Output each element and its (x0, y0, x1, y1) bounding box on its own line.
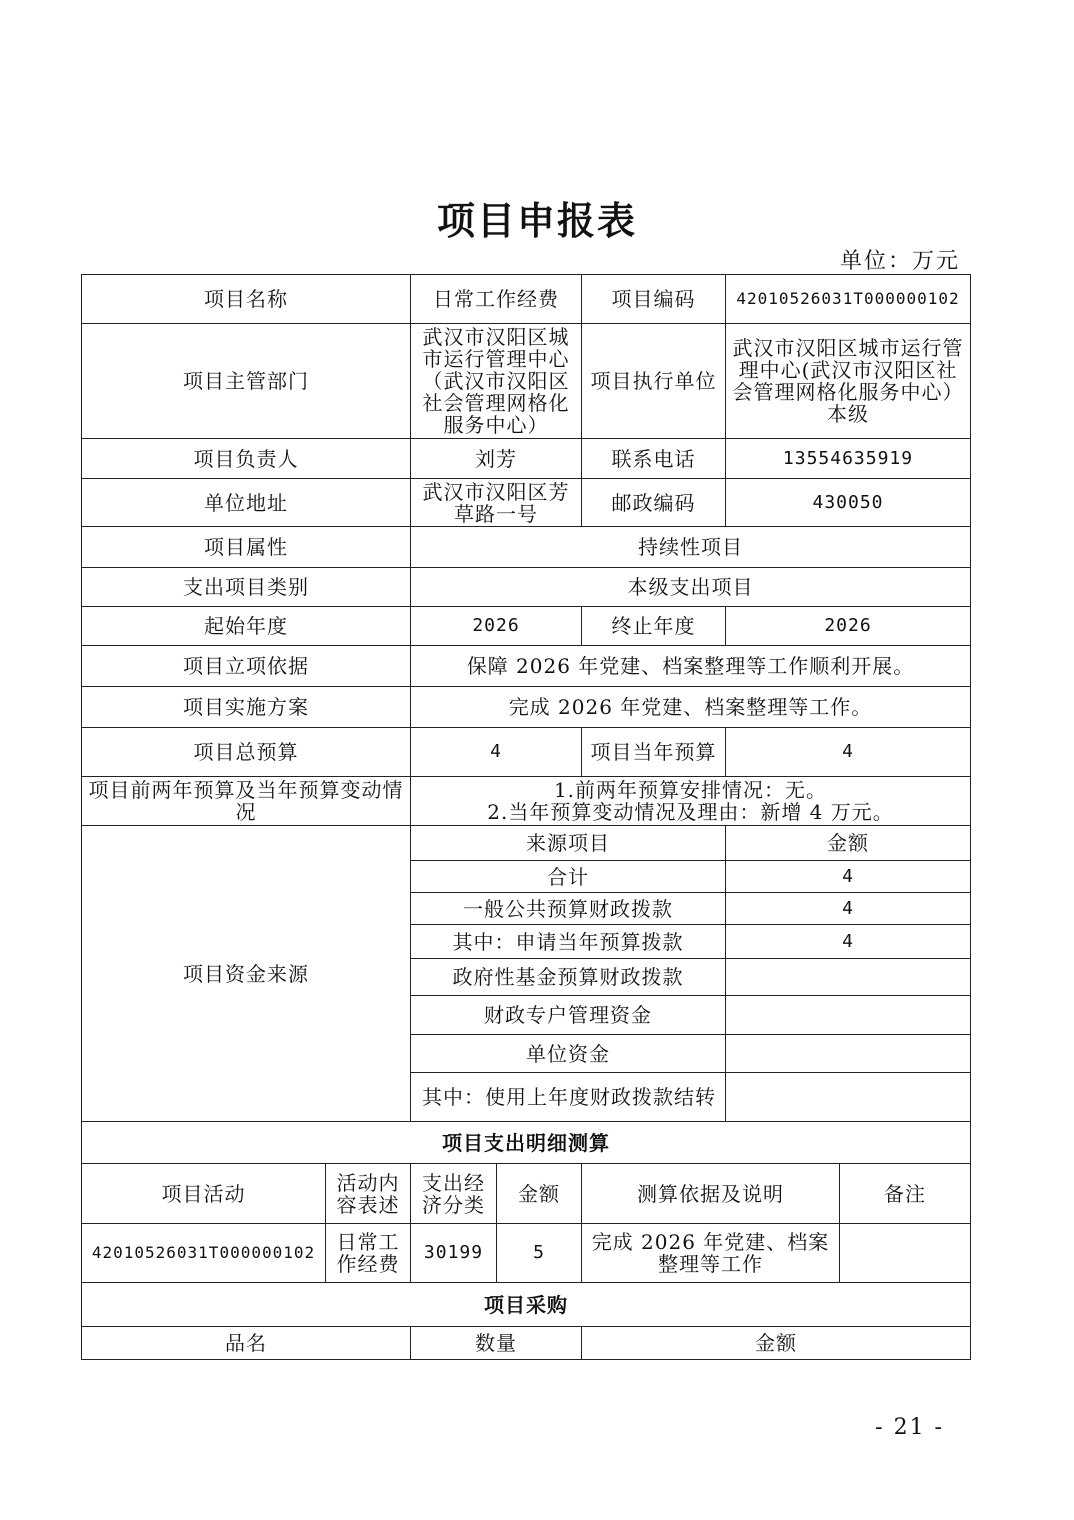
funding-source-amount (726, 996, 971, 1035)
detail-header-row (82, 1164, 971, 1224)
row-address (82, 479, 971, 527)
procurement-section-title: 项目采购 (82, 1283, 971, 1327)
detail-section-title: 项目支出明细测算 (82, 1122, 971, 1164)
page-title: 项目申报表 (436, 199, 637, 243)
detail-econ: 30199 (411, 1224, 497, 1283)
total-budget-value: 4 (411, 728, 582, 777)
exec-unit-value: 武汉市汉阳区城市运行管理中心(武汉市汉阳区社会管理网格化服务中心）本级 (726, 324, 971, 439)
detail-remark (840, 1224, 971, 1283)
funding-source-amount (726, 959, 971, 996)
unit-label: 单位：万元 (839, 249, 960, 274)
budget-change-value (411, 777, 971, 826)
funding-source-amount: 4 (726, 861, 971, 893)
row-attribute (82, 527, 971, 568)
funding-header-source: 来源项目 (411, 826, 726, 861)
row-years (82, 607, 971, 646)
category-label: 支出项目类别 (82, 568, 411, 607)
project-application-table (81, 274, 971, 1360)
plan-label: 项目实施方案 (82, 687, 411, 728)
leader-label: 项目负责人 (82, 439, 411, 479)
procurement-header-item: 品名 (82, 1327, 411, 1360)
detail-activity: 42010526031T000000102 (82, 1224, 326, 1283)
procurement-section-row (82, 1283, 971, 1327)
start-year-label: 起始年度 (82, 607, 411, 646)
funding-header-amount: 金额 (726, 826, 971, 861)
attribute-value: 持续性项目 (411, 527, 971, 568)
row-leader (82, 439, 971, 479)
phone-label: 联系电话 (582, 439, 726, 479)
page-number: - 21 - (875, 1415, 944, 1440)
row-dept (82, 324, 971, 439)
row-project-name (82, 275, 971, 324)
funding-source-name: 一般公共预算财政拨款 (411, 893, 726, 925)
address-label: 单位地址 (82, 479, 411, 527)
funding-source-amount (726, 1073, 971, 1122)
detail-header-activity: 项目活动 (82, 1164, 326, 1224)
funding-source-name: 财政专户管理资金 (411, 996, 726, 1035)
budget-change-label: 项目前两年预算及当年预算变动情况 (82, 777, 411, 826)
project-code-label: 项目编码 (582, 275, 726, 324)
current-budget-value: 4 (726, 728, 971, 777)
detail-header-amount: 金额 (497, 1164, 582, 1224)
row-budget (82, 728, 971, 777)
funding-source-amount: 4 (726, 893, 971, 925)
address-value: 武汉市汉阳区芳草路一号 (411, 479, 582, 527)
funding-source-name: 合计 (411, 861, 726, 893)
detail-amount: 5 (497, 1224, 582, 1283)
project-code-value: 42010526031T000000102 (726, 275, 971, 324)
phone-value: 13554635919 (726, 439, 971, 479)
dept-value: 武汉市汉阳区城市运行管理中心（武汉市汉阳区社会管理网格化服务中心） (411, 324, 582, 439)
detail-header-econ: 支出经济分类 (411, 1164, 497, 1224)
detail-basis: 完成 2026 年党建、档案整理等工作 (582, 1224, 840, 1283)
procurement-header-quantity: 数量 (411, 1327, 582, 1360)
category-value: 本级支出项目 (411, 568, 971, 607)
postcode-label: 邮政编码 (582, 479, 726, 527)
detail-header-basis: 测算依据及说明 (582, 1164, 840, 1224)
exec-unit-label: 项目执行单位 (582, 324, 726, 439)
detail-row (82, 1224, 971, 1283)
end-year-value: 2026 (726, 607, 971, 646)
funding-source-name: 其中：使用上年度财政拨款结转 (411, 1073, 726, 1122)
row-budget-change (82, 777, 971, 826)
plan-value: 完成 2026 年党建、档案整理等工作。 (411, 687, 971, 728)
detail-content: 日常工作经费 (326, 1224, 411, 1283)
attribute-label: 项目属性 (82, 527, 411, 568)
funding-source-name: 其中：申请当年预算拨款 (411, 925, 726, 959)
funding-label: 项目资金来源 (82, 826, 411, 1122)
funding-header-row (82, 826, 971, 861)
row-plan (82, 687, 971, 728)
detail-section-row (82, 1122, 971, 1164)
basis-value: 保障 2026 年党建、档案整理等工作顺利开展。 (411, 646, 971, 687)
row-basis (82, 646, 971, 687)
dept-label: 项目主管部门 (82, 324, 411, 439)
funding-source-name: 政府性基金预算财政拨款 (411, 959, 726, 996)
start-year-value: 2026 (411, 607, 582, 646)
funding-source-name: 单位资金 (411, 1035, 726, 1073)
procurement-header-amount: 金额 (582, 1327, 971, 1360)
budget-change-line-1: 1.前两年预算安排情况：无。 (553, 778, 828, 802)
end-year-label: 终止年度 (582, 607, 726, 646)
row-category (82, 568, 971, 607)
postcode-value: 430050 (726, 479, 971, 527)
project-name-label: 项目名称 (82, 275, 411, 324)
current-budget-label: 项目当年预算 (582, 728, 726, 777)
basis-label: 项目立项依据 (82, 646, 411, 687)
detail-header-content: 活动内容表述 (326, 1164, 411, 1224)
funding-source-amount: 4 (726, 925, 971, 959)
detail-header-remark: 备注 (840, 1164, 971, 1224)
procurement-header-row (82, 1327, 971, 1360)
total-budget-label: 项目总预算 (82, 728, 411, 777)
project-name-value: 日常工作经费 (411, 275, 582, 324)
funding-source-amount (726, 1035, 971, 1073)
leader-value: 刘芳 (411, 439, 582, 479)
budget-change-line-2: 2.当年预算变动情况及理由：新增 4 万元。 (487, 800, 894, 824)
